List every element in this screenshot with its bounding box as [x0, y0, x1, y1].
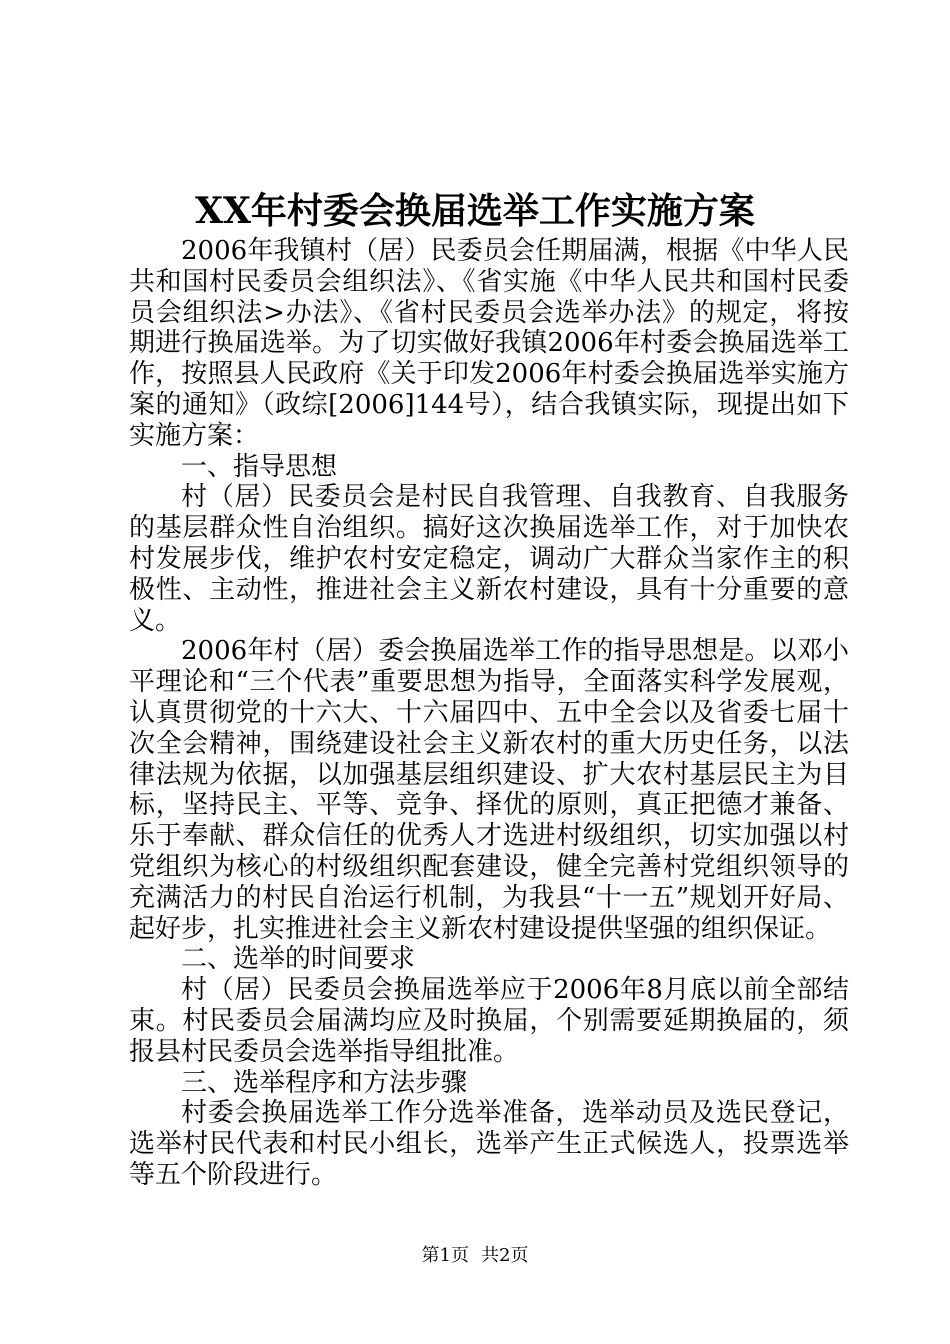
section-heading-time-requirements: 二、选举的时间要求 [181, 944, 416, 975]
intro-paragraph: 2006年我镇村（居）民委员会任期届满，根据《中华人民共和国村民委员会组织法》、《省实施《中华人民共和国村民委员会组织法>办法》、《省村民委员会选举办法》的规定，将按期进行换届选举。为了切实做好我镇2006年村委会换届选举工作，按照县人民政府《关于印发2006年村委会换届选举实施方案的通知》（政综[2006]144号），结合我镇实际，现提出如下实施方案： [129, 236, 849, 451]
section-heading-procedures: 三、选举程序和方法步骤 [181, 1067, 468, 1098]
page-number: 第1页 [421, 1245, 469, 1266]
document-title: XX年村委会换届选举工作实施方案 [195, 190, 755, 232]
body-paragraph: 2006年村（居）委会换届选举工作的指导思想是。以邓小平理论和“三个代表”重要思想为指导，全面落实科学发展观，认真贯彻党的十六大、十六届四中、五中全会以及省委七届十次全会精神，围绕建设社会主义新农村的重大历史任务，以法律法规为依据，以加强基层组织建设、扩大农村基层民主为目标，坚持民主、平等、竞争、择优的原则，真正把德才兼备、乐于奉献、群众信任的优秀人才选进村级组织，切实加强以村党组织为核心的村级组织配套建设，健全完善村党组织领导的充满活力的村民自治运行机制，为我县“十一五”规划开好局、起好步，扎实推进社会主义新农村建设提供坚强的组织保证。 [129, 636, 849, 944]
body-paragraph: 村（居）民委员会换届选举应于2006年8月底以前全部结束。村民委员会届满均应及时换届，个别需要延期换届的，须报县村民委员会选举指导组批准。 [129, 975, 849, 1067]
section-heading-guiding-ideology: 一、指导思想 [181, 451, 338, 482]
document-body [129, 236, 849, 1191]
body-paragraph: 村委会换届选举工作分选举准备，选举动员及选民登记，选举村民代表和村民小组长，选举产生正式候选人，投票选举等五个阶段进行。 [129, 1098, 849, 1190]
page-total: 共2页 [481, 1245, 529, 1266]
page-footer [0, 1244, 950, 1268]
body-paragraph: 村（居）民委员会是村民自我管理、自我教育、自我服务的基层群众性自治组织。搞好这次换届选举工作，对于加快农村发展步伐，维护农村安定稳定，调动广大群众当家作主的积极性、主动性，推进社会主义新农村建设，具有十分重要的意义。 [129, 482, 849, 636]
